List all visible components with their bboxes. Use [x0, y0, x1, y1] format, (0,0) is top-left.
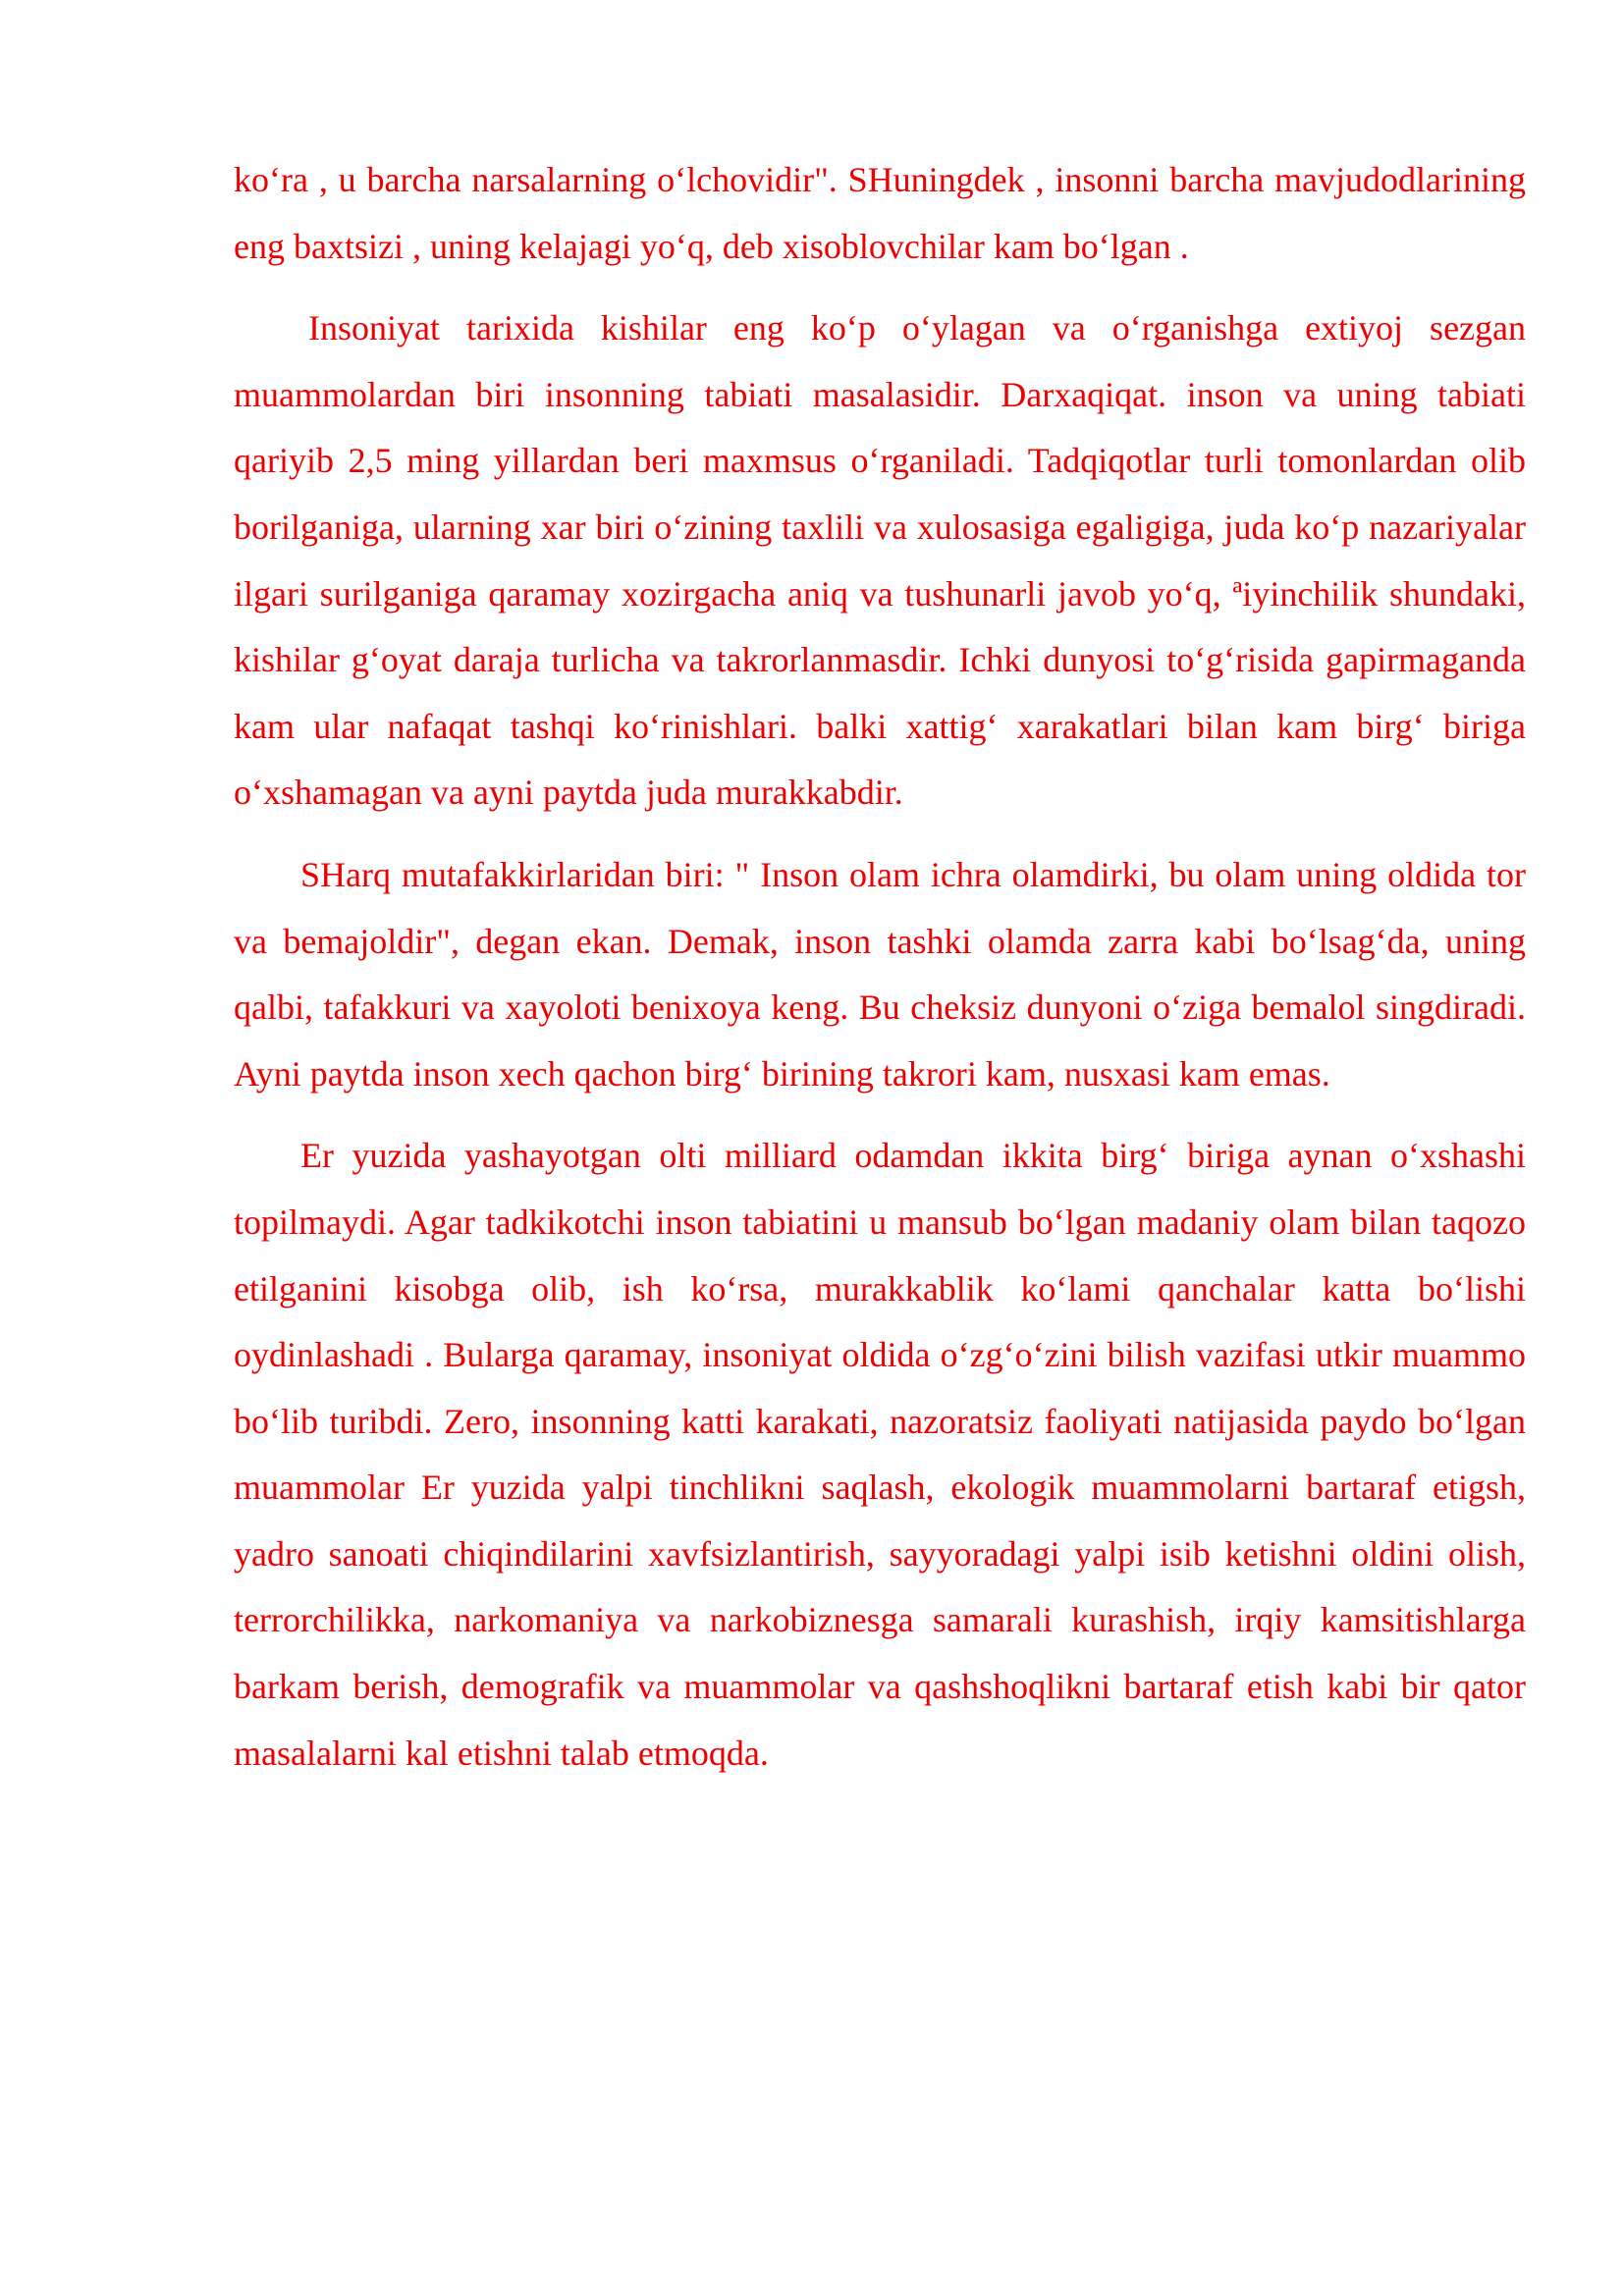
paragraph-2: Insoniyat tarixida kishilar eng ko‘p o‘ylagan va o‘rganishga extiyoj sezgan muammolardan biri insonning tabiati masalasidir. Darxaqiqat. inson va uning tabiati qariyib 2,5 ming yillardan beri maxmsus o‘rganiladi. Tadqiqotlar turli tomonlardan olib borilganiga, ularning xar biri o‘zining taxlili va xulosasiga egaligiga, juda ko‘p nazariyalar ilgari surilganiga qaramay xozirgacha aniq va tushunarli javob yo‘q, ªiyinchilik shundaki, kishilar g‘oyat daraja turlicha va takrorlanmasdir. Ichki dunyosi to‘g‘risida gapirmaganda kam ular nafaqat tashqi ko‘rinishlari. balki xattig‘ xarakatlari bilan kam birg‘ biriga o‘xshamagan va ayni paytda juda murakkabdir.: [234, 308, 1526, 813]
paragraph-3: SHarq mutafakkirlaridan biri: " Inson olam ichra olamdirki, bu olam uning oldida tor va bemajoldir", degan ekan. Demak, inson tashki olamda zarra kabi bo‘lsag‘da, uning qalbi, tafakkuri va xayoloti benixoya keng. Bu cheksiz dunyoni o‘ziga bemalol singdiradi. Ayni paytda inson xech qachon birg‘ birining takrori kam, nusxasi kam emas.: [234, 854, 1526, 1094]
paragraph-4: Er yuzida yashayotgan olti milliard odamdan ikkita birg‘ biriga aynan o‘xshashi topilmaydi. Agar tadkikotchi inson tabiatini u mansub bo‘lgan madaniy olam bilan taqozo etilganini kisobga olib, ish ko‘rsa, murakkablik ko‘lami qanchalar katta bo‘lishi oydinlashadi . Bularga qaramay, insoniyat oldida o‘zg‘o‘zini bilish vazifasi utkir muammo bo‘lib turibdi. Zero, insonning katti karakati, nazoratsiz faoliyati natijasida paydo bo‘lgan muammolar Er yuzida yalpi tinchlikni saqlash, ekologik muammolarni bartaraf etigsh, yadro sanoati chiqindilarini xavfsizlantirish, sayyoradagi yalpi isib ketishni oldini olish, terrorchilikka, narkomaniya va narkobiznesga samarali kurashish, irqiy kamsitishlarga barkam berish, demografik va muammolar va qashshoqlikni bartaraf etish kabi bir qator masalalarni kal etishni talab etmoqda.: [234, 1136, 1526, 1773]
document-page: [234, 147, 1526, 1802]
paragraph-1: ko‘ra , u barcha narsalarning o‘lchovidir". SHuningdek , insonni barcha mavjudodlarining eng baxtsizi , uning kelajagi yo‘q, deb xisoblovchilar kam bo‘lgan .: [234, 160, 1526, 266]
